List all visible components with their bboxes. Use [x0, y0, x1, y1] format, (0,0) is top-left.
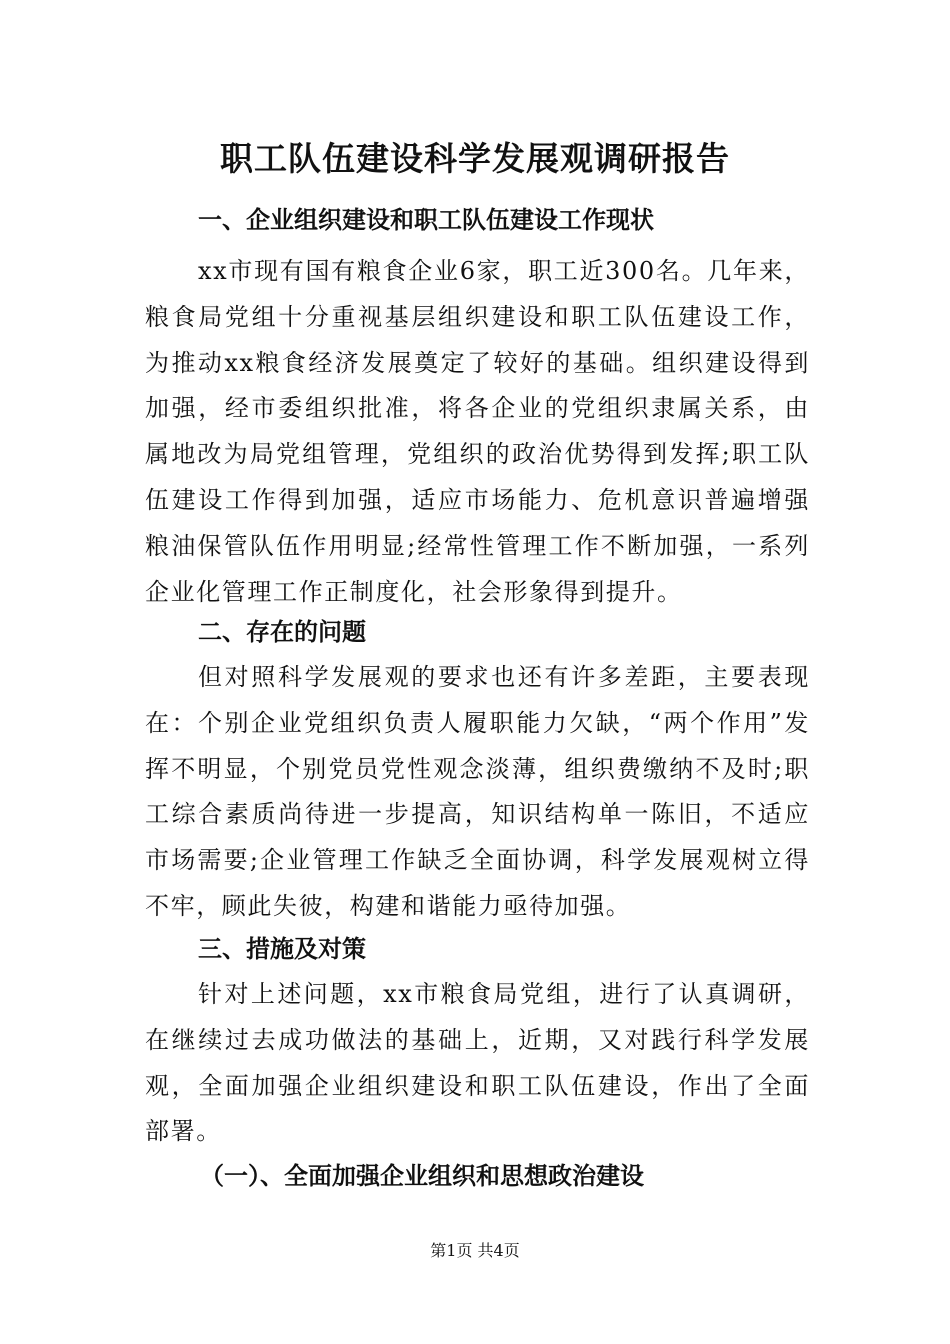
subsection-heading: （一）、全面加强企业组织和思想政治建设: [200, 1162, 644, 1190]
document-title: 职工队伍建设科学发展观调研报告: [220, 139, 730, 178]
page-footer: 第1页 共4页: [430, 1241, 520, 1260]
section-1-heading: 一、企业组织建设和职工队伍建设工作现状: [198, 206, 654, 234]
section-1-paragraph: xx市现有国有粮食企业6家，职工近300名。几年来，粮食局党组十分重视基层组织建设和职工队伍建设工作，为推动xx粮食经济发展奠定了较好的基础。组织建设得到加强，经市委组织批准，将各企业的党组织隶属关系，由属地改为局党组管理，党组织的政治优势得到发挥;职工队伍建设工作得到加强，适应市场能力、危机意识普遍增强粮油保管队伍作用明显;经常性管理工作不断加强，一系列企业化管理工作正制度化，社会形象得到提升。: [145, 257, 810, 606]
section-3-heading: 三、措施及对策: [198, 935, 366, 963]
section-3-paragraph: 针对上述问题，xx市粮食局党组，进行了认真调研，在继续过去成功做法的基础上，近期，又对践行科学发展观，全面加强企业组织建设和职工队伍建设，作出了全面部署。: [145, 980, 810, 1146]
section-2-heading: 二、存在的问题: [198, 618, 366, 646]
section-2-paragraph: 但对照科学发展观的要求也还有许多差距，主要表现在：个别企业党组织负责人履职能力欠缺，“两个作用”发挥不明显，个别党员党性观念淡薄，组织费缴纳不及时;职工综合素质尚待进一步提高，知识结构单一陈旧，不适应市场需要;企业管理工作缺乏全面协调，科学发展观树立得不牢，顾此失彼，构建和谐能力亟待加强。: [145, 663, 810, 920]
